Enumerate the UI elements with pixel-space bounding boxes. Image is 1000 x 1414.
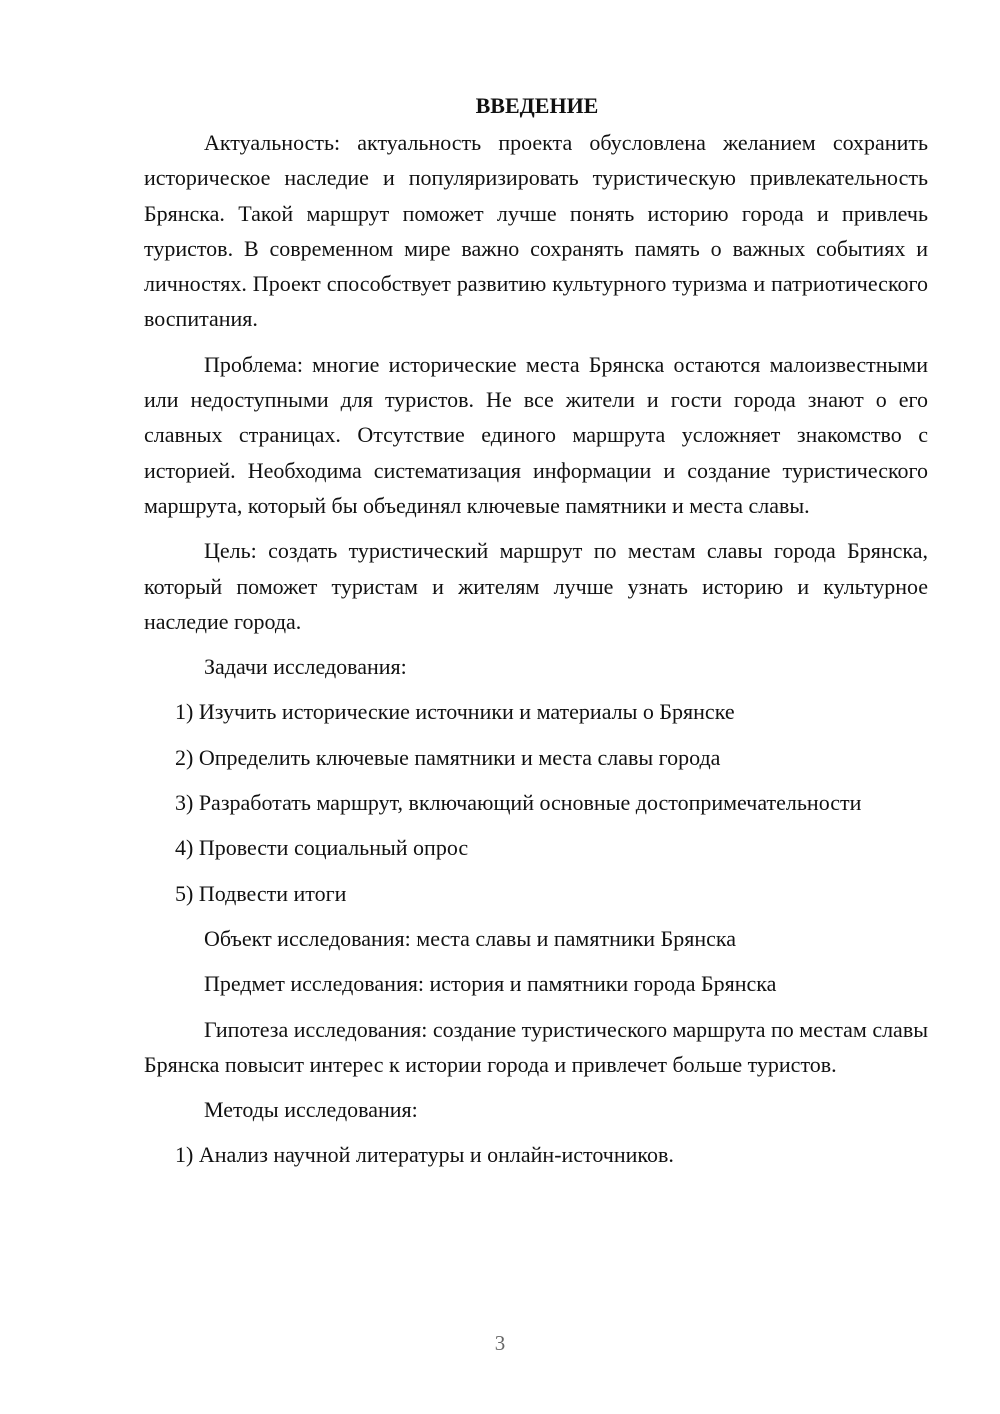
- document-page: [144, 88, 928, 1173]
- task-item-2: 2) Определить ключевые памятники и места славы города: [175, 744, 721, 770]
- page-number: 3: [494, 1331, 506, 1355]
- task-item-5: 5) Подвести итоги: [175, 880, 347, 906]
- task-item-1: 1) Изучить исторические источники и материалы о Брянске: [175, 699, 735, 725]
- hypothesis-paragraph: Гипотеза исследования: создание туристического маршрута по местам славы Брянска повысит интерес к истории города и привлечет больше туристов.: [144, 1016, 928, 1077]
- object-paragraph: Объект исследования: места славы и памятники Брянска: [204, 925, 736, 951]
- subject-paragraph: Предмет исследования: история и памятники города Брянска: [204, 971, 777, 997]
- task-item-3: 3) Разработать маршрут, включающий основные достопримечательности: [175, 790, 862, 816]
- task-item-4: 4) Провести социальный опрос: [175, 835, 469, 861]
- relevance-paragraph: Актуальность: актуальность проекта обусловлена желанием сохранить историческое наследие и популяризировать туристическую привлекательность Брянска. Такой маршрут поможет лучше понять историю города и привлечь туристов. В современном мире важно сохранять память о важных событиях и личностях. Проект способствует развитию культурного туризма и патриотического воспитания.: [144, 130, 928, 332]
- methods-heading: Методы исследования:: [204, 1097, 418, 1123]
- method-item-1: 1) Анализ научной литературы и онлайн-источников.: [175, 1142, 674, 1168]
- section-heading: ВВЕДЕНИЕ: [475, 93, 599, 118]
- problem-paragraph: Проблема: многие исторические места Брянска остаются малоизвестными или недоступными для туристов. Не все жители и гости города знают о его славных страницах. Отсутствие единого маршрута усложняет знакомство с историей. Необходима систематизация информации и создание туристического маршрута, который бы объединял ключевые памятники и места славы.: [144, 351, 928, 518]
- goal-paragraph: Цель: создать туристический маршрут по местам славы города Брянска, который поможет туристам и жителям лучше узнать историю и культурное наследие города.: [144, 538, 928, 634]
- tasks-heading: Задачи исследования:: [204, 654, 407, 680]
